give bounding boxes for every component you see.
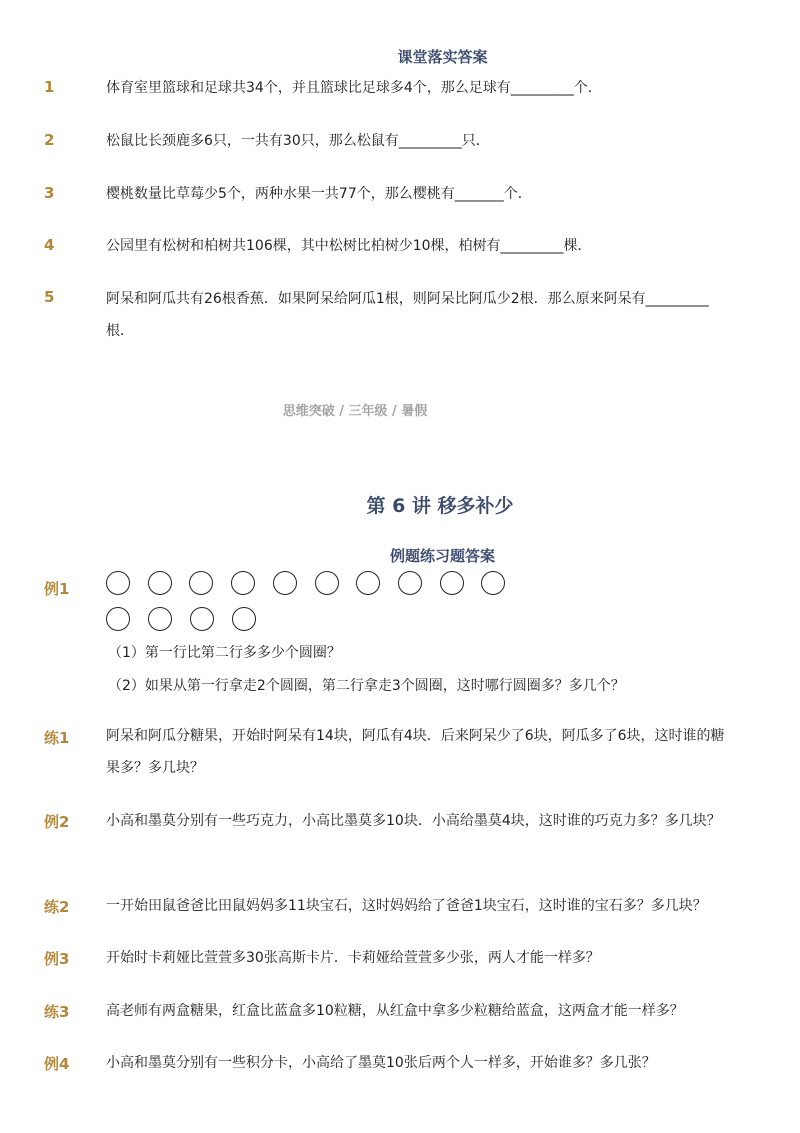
circle-icon [106,571,130,595]
example-label: 例2 [44,813,70,831]
circle-icon [231,571,255,595]
circle-icon [440,571,464,595]
circle-icon [273,571,297,595]
exercise-label: 练3 [44,1003,70,1021]
question-text: 公园里有松树和柏树共106棵，其中松树比柏树少10棵，柏树有_________棵． [106,238,592,254]
circle-icon [189,571,213,595]
circle-icon [398,571,422,595]
exercise-text: 高老师有两盒糖果，红盒比蓝盒多10粒糖，从红盒中拿多少粒糖给蓝盒，这两盒才能一样多？ [106,1003,684,1019]
lesson-title: 第 6 讲 移多补少 [366,495,514,517]
circle-icon [148,571,172,595]
answers-section-title: 课堂落实答案 [397,48,488,66]
exercise-label: 练2 [44,898,70,916]
question-number: 1 [44,78,55,96]
question-number: 5 [44,288,55,306]
circle-icon [356,571,380,595]
circle-icon [481,571,505,595]
example-subquestion: （2）如果从第一行拿走2个圆圈，第二行拿走3个圆圈，这时哪行圆圈多？多几个？ [108,678,625,694]
circle-icon [106,607,130,631]
circle-icon [315,571,339,595]
page-footer: 思维突破 / 三年级 / 暑假 [282,404,428,419]
circle-icon [190,607,214,631]
circle-icon [148,607,172,631]
question-number: 3 [44,184,55,202]
question-text: 体育室里篮球和足球共34个，并且篮球比足球多4个，那么足球有_________个． [106,80,602,96]
question-number: 2 [44,131,55,149]
circle-icon [232,607,256,631]
example-text: 开始时卡莉娅比萱萱多30张高斯卡片．卡莉娅给萱萱多少张，两人才能一样多？ [106,950,600,966]
example-label: 例4 [44,1055,70,1073]
example-text: 小高和墨莫分别有一些积分卡，小高给了墨莫10张后两个人一样多，开始谁多？多几张？ [106,1055,656,1071]
lesson-subtitle: 例题练习题答案 [389,547,495,565]
question-text: 阿呆和阿瓜共有26根香蕉．如果阿呆给阿瓜1根，则阿呆比阿瓜少2根．那么原来阿呆有_________根． [106,291,709,339]
question-text: 樱桃数量比草莓少5个，两种水果一共77个，那么樱桃有_______个． [106,186,532,202]
question-number: 4 [44,236,55,254]
example-label: 例3 [44,950,70,968]
example-label: 例1 [44,580,70,598]
exercise-text: 阿呆和阿瓜分糖果，开始时阿呆有14块，阿瓜有4块．后来阿呆少了6块，阿瓜多了6块，这时谁的糖果多？多几块？ [106,728,725,776]
exercise-text: 一开始田鼠爸爸比田鼠妈妈多11块宝石，这时妈妈给了爸爸1块宝石，这时谁的宝石多？多几块？ [106,898,707,914]
exercise-label: 练1 [44,729,70,747]
example-text: 小高和墨莫分别有一些巧克力，小高比墨莫多10块．小高给墨莫4块，这时谁的巧克力多？多几块？ [106,813,721,829]
question-text: 松鼠比长颈鹿多6只，一共有30只，那么松鼠有_________只． [106,133,490,149]
example-subquestion: （1）第一行比第二行多多少个圆圈？ [108,645,341,661]
